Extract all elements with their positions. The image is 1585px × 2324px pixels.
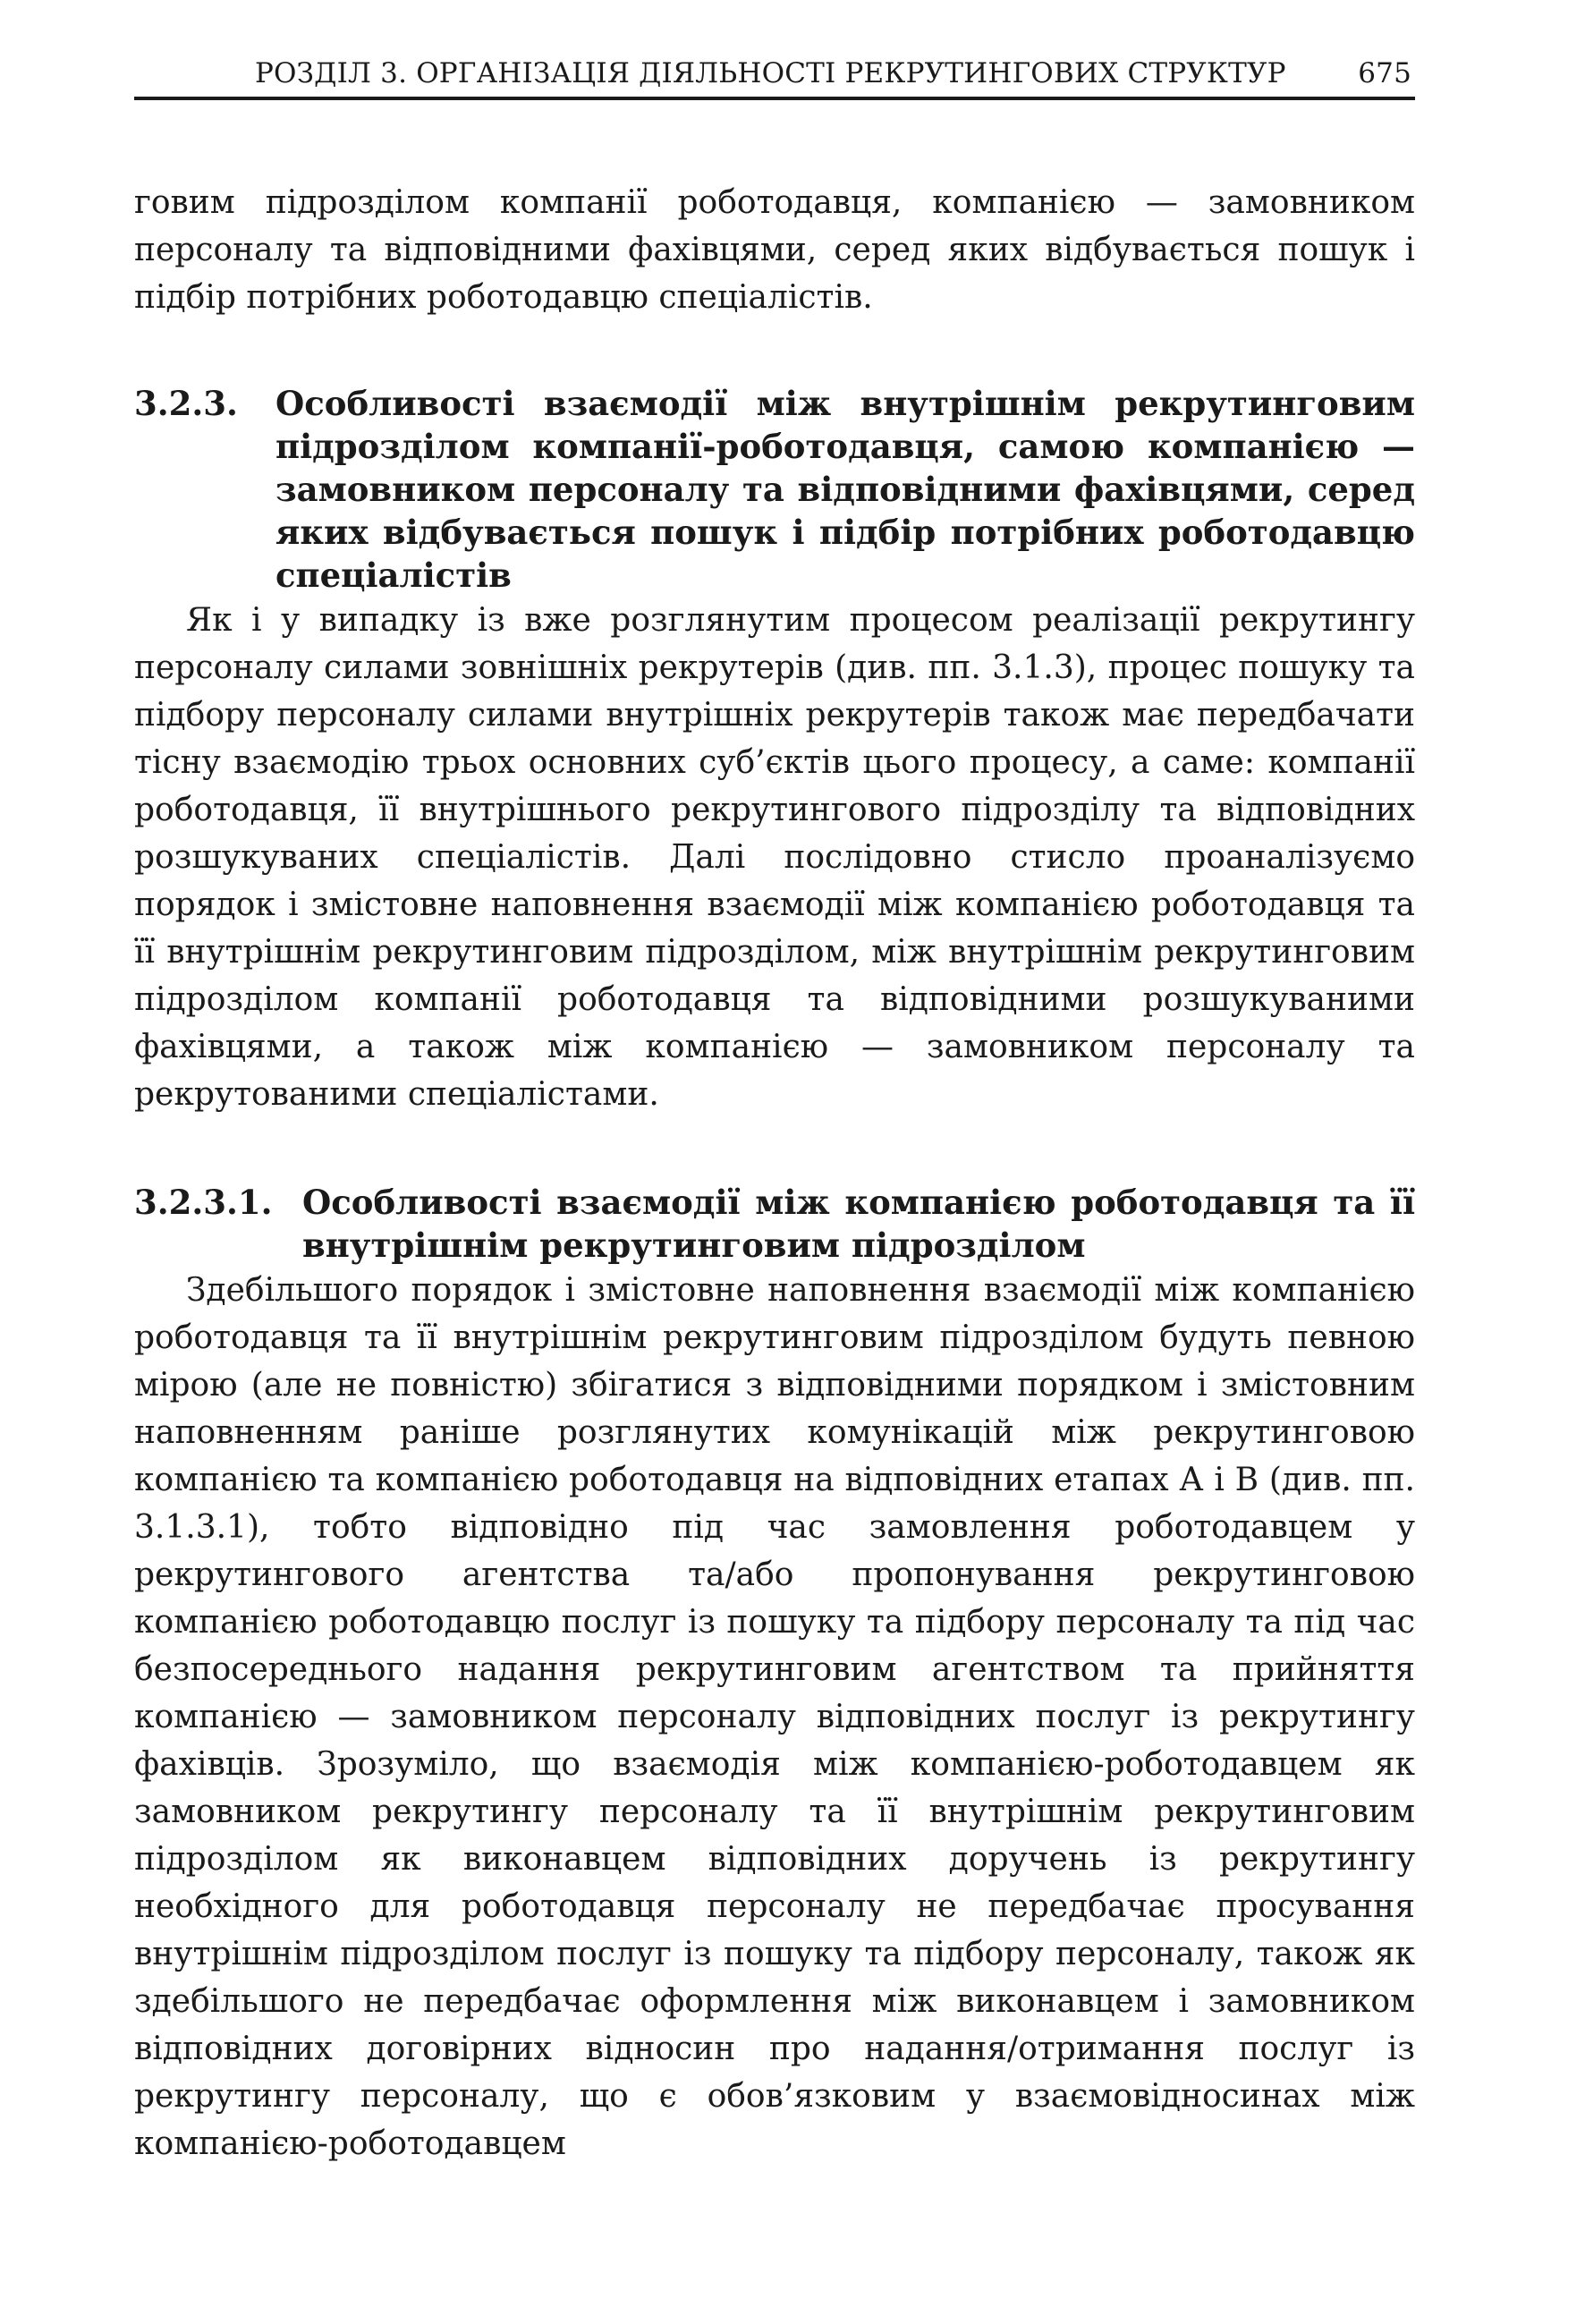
section-title: Особливості взаємодії між внутрішнім рекрутинговим підрозділом компанії-роботодавця, самою компанією — замовником персоналу та відповідними фахівцями, серед яких відбувається пошук і підбір потрібних роботодавцю спеціалістів [275,384,1415,595]
page-body [134,179,1415,2167]
section-paragraph: Як і у випадку із вже розглянутим процесом реалізації рекрутингу персоналу силами зовнішніх рекрутерів (див. пп. 3.1.3), процес пошуку та підбору персоналу силами внутрішніх рекрутерів також має передбачати тісну взаємодію трьох основних суб’єктів цього процесу, а саме: компанії роботодавця, її внутрішнього рекрутингового підрозділу та відповідних розшукуваних спеціалістів. Далі послідовно стисло проаналізуємо порядок і змістовне наповнення взаємодії між компанією роботодавця та її внутрішнім рекрутинговим підрозділом, між внутрішнім рекрутинговим підрозділом компанії роботодавця та відповідними розшукуваними фахівцями, а також між компанією — замовником персоналу та рекрутованими спеціалістами. [134,602,1415,1113]
section-number: 3.2.3. [134,384,238,423]
subsection-number: 3.2.3.1. [134,1183,273,1222]
continued-paragraph: говим підрозділом компанії роботодавця, компанією — замовником персоналу та відповідними фахівцями, серед яких відбувається пошук і підбір потрібних роботодавцю спеціалістів. [134,184,1415,316]
book-page [134,47,1415,2167]
section-heading-3-2-3-1 [134,1181,1415,1267]
page-number: 675 [1358,57,1411,89]
section-heading-3-2-3 [134,382,1415,597]
running-header [134,47,1415,100]
subsection-title: Особливості взаємодії між компанією роботодавця та її внутрішнім рекрутинговим підрозділом [302,1183,1415,1265]
subsection-paragraph: Здебільшого порядок і змістовне наповнення взаємодії між компанією роботодавця та її внутрішнім рекрутинговим підрозділом будуть певною мірою (але не повністю) збігатися з відповідними порядком і змістовним наповненням раніше розглянутих комунікацій між рекрутинговою компанією та компанією роботодавця на відповідних етапах А і В (див. пп. 3.1.3.1), тобто відповідно під час замовлення роботодавцем у рекрутингового агентства та/або пропонування рекрутинговою компанією роботодавцю послуг із пошуку та підбору персоналу та під час безпосереднього надання рекрутинговим агентством та прийняття компанією — замовником персоналу відповідних послуг із рекрутингу фахівців. Зрозуміло, що взаємодія між компанією-роботодавцем як замовником рекрутингу персоналу та її внутрішнім рекрутинговим підрозділом як виконавцем відповідних доручень із рекрутингу необхідного для роботодавця персоналу не передбачає просування внутрішнім підрозділом послуг із пошуку та підбору персоналу, також як здебільшого не передбачає оформлення між виконавцем і замовником відповідних договірних відносин про надання/отримання послуг із рекрутингу персоналу, що є обов’язковим у взаємовідносинах між компанією-роботодавцем [134,1272,1415,2162]
running-title: РОЗДІЛ 3. ОРГАНІЗАЦІЯ ДІЯЛЬНОСТІ РЕКРУТИНГОВИХ СТРУКТУР [255,57,1286,89]
